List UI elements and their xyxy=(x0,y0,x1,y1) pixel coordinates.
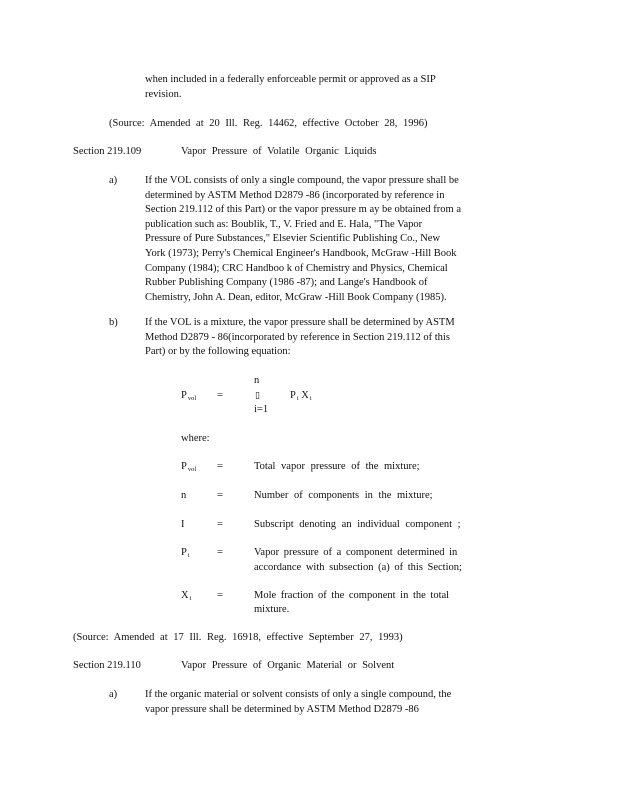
para-c-line: vapor pressure shall be determined by ASTM Method D2879 -86 xyxy=(145,703,419,715)
equation-lhs: $P_{vol}$ xyxy=(181,390,197,402)
para-a-line: determined by ASTM Method D2879 -86 (incorporated by reference in xyxy=(145,189,445,201)
para-a-line: Pressure of Pure Substances," Elsevier Scientific Publishing Co., New xyxy=(145,233,441,245)
definition-symbol: $X_i$ xyxy=(181,590,192,602)
para-b-line: If the VOL is a mixture, the vapor pressure shall be determined by ASTM xyxy=(145,317,455,328)
definition-equals: = xyxy=(217,590,223,601)
definition-text: Number of components in the mixture; xyxy=(254,490,433,501)
para-a-line: York (1973); Perry's Chemical Engineer's Handbook, McGraw -Hill Book xyxy=(145,247,457,259)
para-c-line: If the organic material or solvent consists of only a single compound, the xyxy=(145,689,452,700)
para-a-line: Company (1984); CRC Handboo k of Chemistry and Physics, Chemical xyxy=(145,262,448,274)
para-a-line: Chemistry, John A. Dean, editor, McGraw -Hill Book Company (1985). xyxy=(145,291,447,303)
section-219-110-number: Section 219.110 xyxy=(73,660,141,671)
section-219-109-number: Section 219.109 xyxy=(73,146,142,157)
para-a-line: Section 219.112 of this Part) or the vapor pressure m ay be obtained from a xyxy=(145,204,461,216)
para-a-line: Rubber Publishing Company (1986 -87); and Lange's Handbook of xyxy=(145,277,428,289)
para-c-label: a) xyxy=(109,689,118,700)
definition-text: Total vapor pressure of the mixture; xyxy=(254,461,420,472)
para-b-line: Part) or by the following equation: xyxy=(145,346,291,358)
summation-lower-limit: i=1 xyxy=(254,404,269,415)
definition-text: Mole fraction of the component in the total xyxy=(254,590,450,601)
definition-symbol: $P_i$ xyxy=(181,547,190,559)
definition-symbol: I xyxy=(181,519,185,530)
para-a-line: publication such as: Boublik, T., V. Fried and E. Hala, "The Vapor xyxy=(145,218,423,230)
definition-equals: = xyxy=(217,547,223,558)
definition-equals: = xyxy=(217,519,223,530)
section-219-110-title: Vapor Pressure of Organic Material or Solvent xyxy=(181,660,395,671)
definition-text: accordance with subsection (a) of this Section; xyxy=(254,562,462,573)
source-note-1: (Source: Amended at 20 Ill. Reg. 14462, effective October 28, 1996) xyxy=(109,118,428,129)
definition-equals: = xyxy=(217,490,223,501)
summation-symbol: ▯ xyxy=(255,391,260,401)
para-c-body xyxy=(145,688,495,717)
section-219-109-title: Vapor Pressure of Volatile Organic Liquids xyxy=(181,146,377,157)
para-a-line: If the VOL consists of only a single compound, the vapor pressure shall be xyxy=(145,175,459,186)
equation-term: $P_i$ $X_i$ xyxy=(290,390,312,402)
where-label: where: xyxy=(181,433,210,444)
definition-symbol: $P_{vol}$ xyxy=(181,461,197,473)
para-a-body xyxy=(145,174,505,305)
para-b-label: b) xyxy=(109,317,118,328)
definition-text: Subscript denoting an individual component ; xyxy=(254,519,461,530)
definition-text: mixture. xyxy=(254,604,290,615)
intro-line-1: when included in a federally enforceable permit or approved as a SIP xyxy=(145,74,436,85)
equation-equals: = xyxy=(217,390,223,401)
definition-symbol: n xyxy=(181,490,187,501)
para-b-body xyxy=(145,316,495,360)
para-a-label: a) xyxy=(109,175,118,186)
source-note-2: (Source: Amended at 17 Ill. Reg. 16918, effective September 27, 1993) xyxy=(73,632,403,643)
definition-text: Vapor pressure of a component determined in xyxy=(254,547,458,558)
para-b-line: Method D2879 - 86(incorporated by reference in Section 219.112 of this xyxy=(145,331,450,343)
intro-line-2: revision. xyxy=(145,89,182,100)
summation-upper-limit: n xyxy=(254,375,260,386)
definition-equals: = xyxy=(217,461,223,472)
